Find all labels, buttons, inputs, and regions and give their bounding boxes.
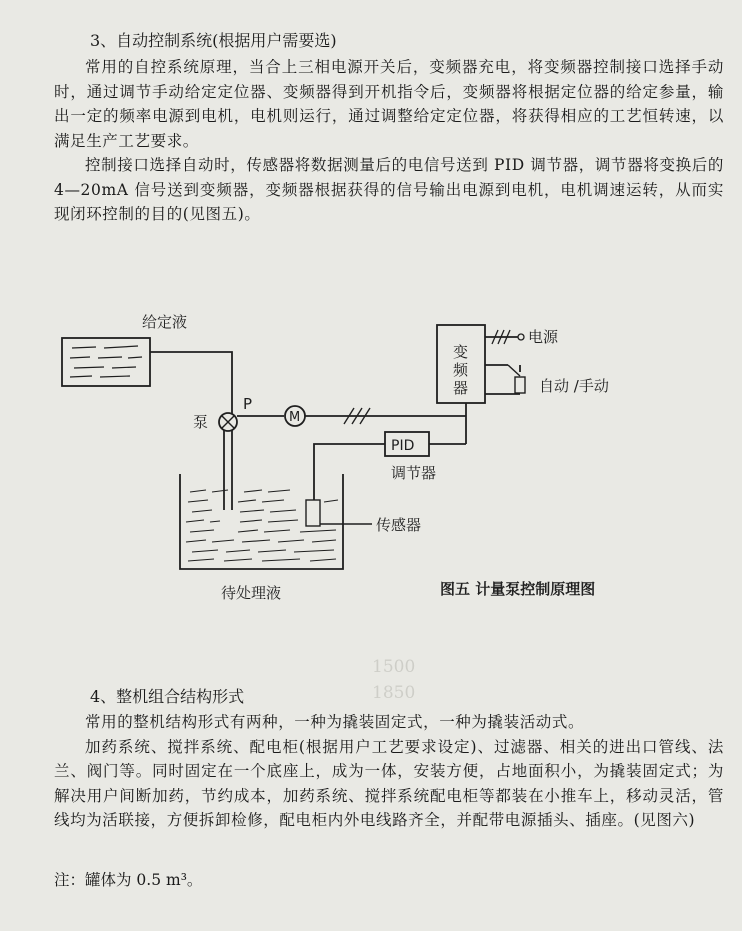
mode-label: 自动 /手动 (539, 377, 609, 395)
section4-paragraph-1: 常用的整机结构形式有两种，一种为撬装固定式，一种为撬装活动式。 (85, 713, 585, 731)
regulator-label: 调节器 (391, 464, 437, 482)
bleed-through-number-1500: 1500 (372, 657, 416, 677)
process-tank (180, 474, 343, 569)
pressure-label: P (243, 395, 253, 413)
feed-tank-label: 给定液 (142, 313, 188, 331)
process-tank-label: 待处理液 (221, 584, 282, 602)
pump-label: 泵 (193, 413, 209, 431)
figure5-diagram (0, 300, 742, 610)
sensor-probe (306, 500, 320, 526)
section3-paragraph-2: 控制接口选择自动时，传感器将数据测量后的电信号送到 PID 调节器，调节器将变换后的 4—20mA 信号送到变频器，变频器根据获得的信号输出电源到电机，电机调速运转，从而实现闭环控制的目的(见图五)。 (54, 156, 724, 223)
manual-potentiometer (515, 377, 525, 393)
bleed-through-number-1850: 1850 (372, 683, 416, 703)
sensor-label: 传感器 (376, 516, 422, 534)
section4-paragraph-2: 加药系统、搅拌系统、配电柜(根据用户工艺要求设定)、过滤器、相关的进出口管线、法兰、阀门等。同时固定在一个底座上，成为一体，安装方便，占地面积小，为撬装固定式；为解决用户间断加药，节约成本，加药系统、搅拌系统配电柜等都装在小推车上，移动灵活，管线均为活联接，方便拆卸检修，配电柜内外电线路齐全，并配带电源插头、插座。(见图六) (54, 737, 724, 829)
section3-heading: 3、自动控制系统(根据用户需要选) (90, 31, 337, 50)
figure-caption: 图五 计量泵控制原理图 (440, 580, 596, 598)
section3-body (54, 55, 724, 227)
section3-paragraph-1: 常用的自控系统原理，当合上三相电源开关后，变频器充电，将变频器控制接口选择手动时，通过调节手动给定定位器、变频器得到开机指令后，变频器将根据定位器的给定参量，输出一定的频率电源到电机，电机则运行，通过调整给定定位器，将获得相应的工艺恒转速，以满足生产工艺要求。 (54, 58, 724, 150)
feed-tank (62, 338, 150, 386)
vfd-label: 变频器 (453, 343, 469, 397)
power-label: 电源 (528, 328, 559, 346)
section4-body (54, 710, 724, 833)
pid-label: PID (391, 438, 415, 454)
motor-symbol-label: M (289, 410, 301, 425)
section4-note: 注：罐体为 0.5 m³。 (54, 871, 203, 889)
section4-heading: 4、整机组合结构形式 (90, 687, 245, 706)
